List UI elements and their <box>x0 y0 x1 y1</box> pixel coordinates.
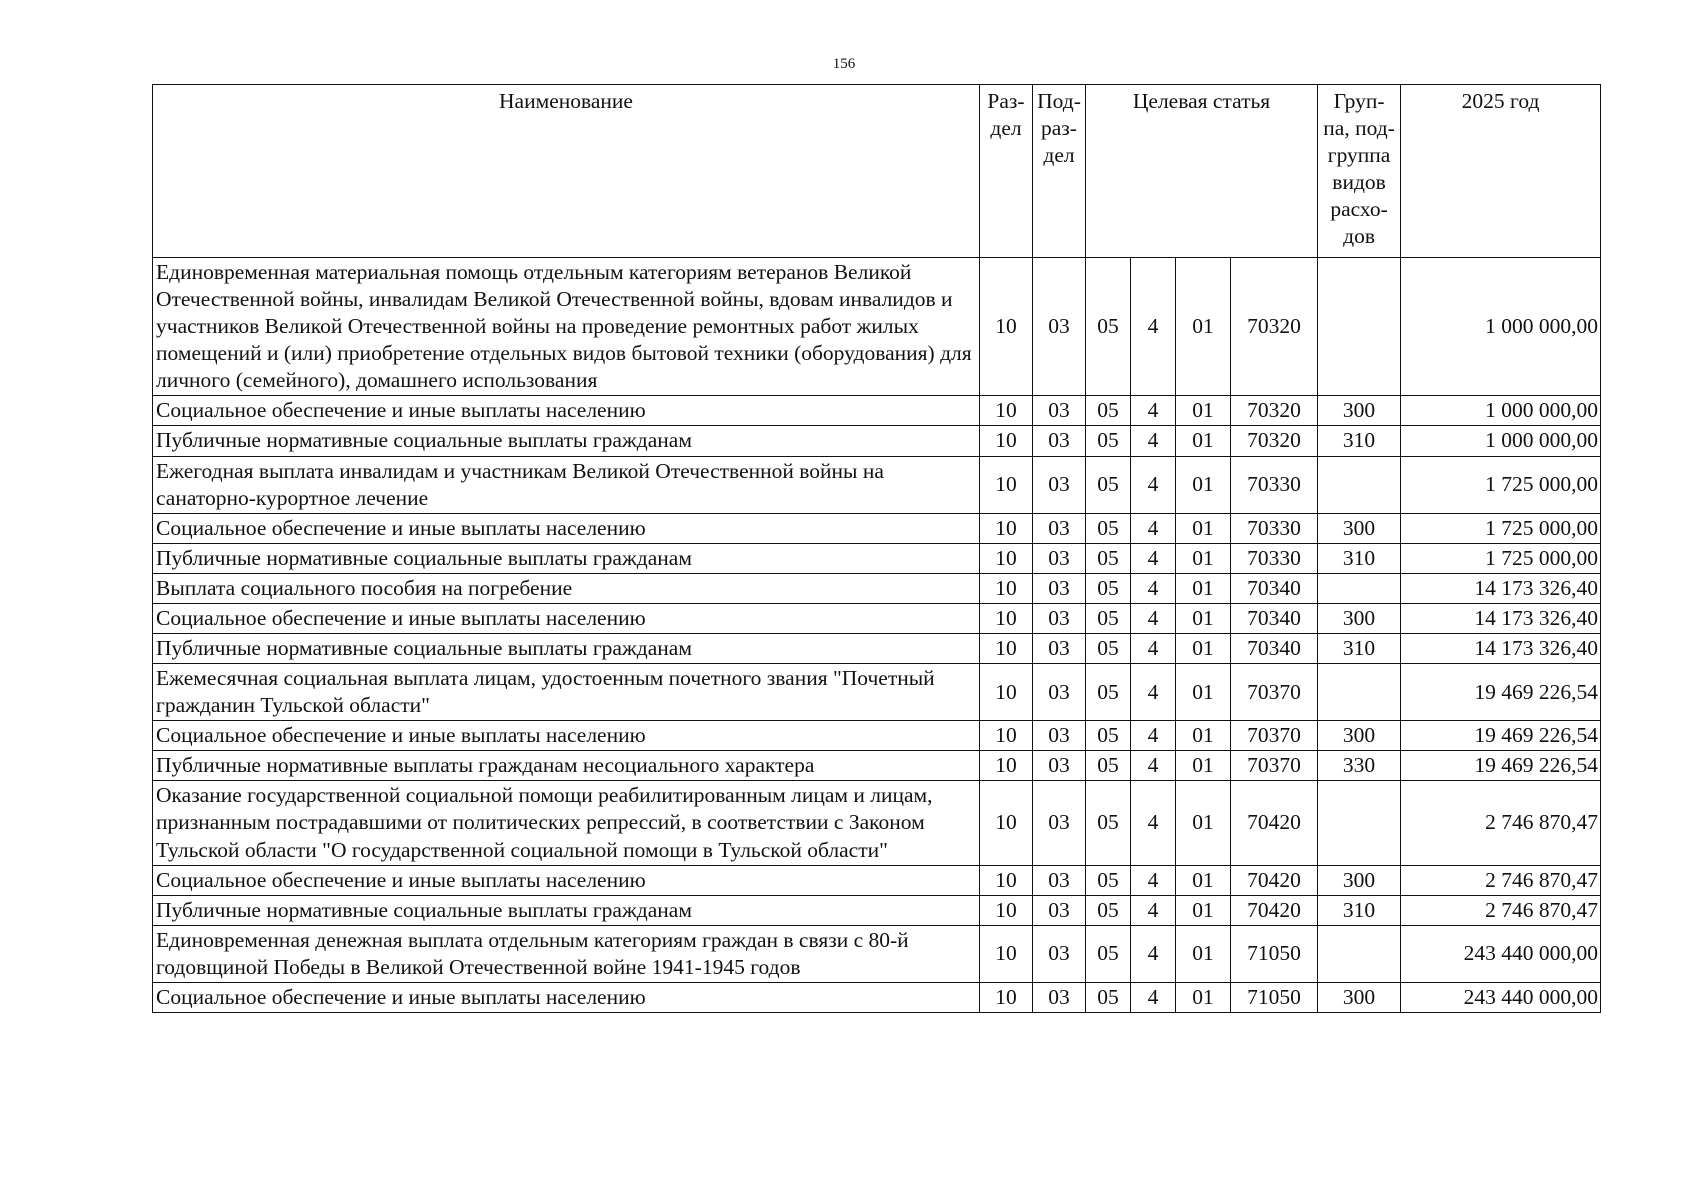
amount-cell: 243 440 000,00 <box>1401 925 1601 982</box>
expense-group-cell <box>1318 573 1401 603</box>
target-article-type-cell: 4 <box>1131 426 1176 456</box>
amount-cell: 19 469 226,54 <box>1401 664 1601 721</box>
name-cell: Социальное обеспечение и иные выплаты населению <box>153 865 980 895</box>
target-article-subprogram-cell: 01 <box>1176 751 1231 781</box>
expense-group-cell: 310 <box>1318 426 1401 456</box>
section-cell: 10 <box>980 721 1033 751</box>
table-row <box>153 258 1601 396</box>
target-article-subprogram-cell: 01 <box>1176 543 1231 573</box>
amount-cell: 1 725 000,00 <box>1401 513 1601 543</box>
target-article-program-cell: 05 <box>1086 258 1131 396</box>
target-article-direction-cell: 70330 <box>1231 456 1318 513</box>
target-article-type-cell: 4 <box>1131 396 1176 426</box>
name-cell: Публичные нормативные социальные выплаты гражданам <box>153 426 980 456</box>
target-article-subprogram-cell: 01 <box>1176 925 1231 982</box>
target-article-direction-cell: 70320 <box>1231 426 1318 456</box>
target-article-subprogram-cell: 01 <box>1176 603 1231 633</box>
target-article-subprogram-cell: 01 <box>1176 781 1231 865</box>
amount-cell: 14 173 326,40 <box>1401 603 1601 633</box>
table-row <box>153 781 1601 865</box>
subsection-cell: 03 <box>1033 982 1086 1012</box>
name-cell: Выплата социального пособия на погребение <box>153 573 980 603</box>
target-article-direction-cell: 71050 <box>1231 925 1318 982</box>
target-article-program-cell: 05 <box>1086 781 1131 865</box>
target-article-program-cell: 05 <box>1086 925 1131 982</box>
section-cell: 10 <box>980 925 1033 982</box>
name-cell: Оказание государственной социальной помощи реабилитированным лицам и лицам, признанным пострадавшими от политических репрессий, в соответствии с Законом Тульской области "О государственной социальной помощи в Тульской области" <box>153 781 980 865</box>
subsection-cell: 03 <box>1033 634 1086 664</box>
subsection-cell: 03 <box>1033 543 1086 573</box>
table-row <box>153 982 1601 1012</box>
table-row <box>153 513 1601 543</box>
target-article-subprogram-cell: 01 <box>1176 664 1231 721</box>
name-cell: Единовременная денежная выплата отдельным категориям граждан в связи с 80-й годовщиной Победы в Великой Отечественной войне 1941-1945 годов <box>153 925 980 982</box>
name-cell: Публичные нормативные социальные выплаты гражданам <box>153 895 980 925</box>
target-article-subprogram-cell: 01 <box>1176 573 1231 603</box>
expense-group-cell: 310 <box>1318 895 1401 925</box>
target-article-direction-cell: 70340 <box>1231 634 1318 664</box>
amount-cell: 1 000 000,00 <box>1401 396 1601 426</box>
target-article-subprogram-cell: 01 <box>1176 396 1231 426</box>
section-cell: 10 <box>980 895 1033 925</box>
target-article-type-cell: 4 <box>1131 751 1176 781</box>
header-target-article: Целевая статья <box>1086 85 1318 258</box>
subsection-cell: 03 <box>1033 925 1086 982</box>
target-article-program-cell: 05 <box>1086 982 1131 1012</box>
target-article-direction-cell: 70320 <box>1231 396 1318 426</box>
header-subsection: Под-раз-дел <box>1033 85 1086 258</box>
subsection-cell: 03 <box>1033 721 1086 751</box>
subsection-cell: 03 <box>1033 258 1086 396</box>
section-cell: 10 <box>980 573 1033 603</box>
target-article-type-cell: 4 <box>1131 982 1176 1012</box>
expense-group-cell <box>1318 664 1401 721</box>
section-cell: 10 <box>980 982 1033 1012</box>
section-cell: 10 <box>980 751 1033 781</box>
expense-group-cell <box>1318 258 1401 396</box>
table-row <box>153 456 1601 513</box>
subsection-cell: 03 <box>1033 895 1086 925</box>
target-article-subprogram-cell: 01 <box>1176 982 1231 1012</box>
table-row <box>153 925 1601 982</box>
section-cell: 10 <box>980 456 1033 513</box>
amount-cell: 19 469 226,54 <box>1401 751 1601 781</box>
target-article-type-cell: 4 <box>1131 258 1176 396</box>
amount-cell: 243 440 000,00 <box>1401 982 1601 1012</box>
target-article-direction-cell: 70420 <box>1231 781 1318 865</box>
expense-group-cell: 310 <box>1318 543 1401 573</box>
target-article-type-cell: 4 <box>1131 895 1176 925</box>
expense-group-cell: 300 <box>1318 603 1401 633</box>
target-article-program-cell: 05 <box>1086 721 1131 751</box>
expense-group-cell: 300 <box>1318 396 1401 426</box>
subsection-cell: 03 <box>1033 426 1086 456</box>
section-cell: 10 <box>980 634 1033 664</box>
expense-group-cell: 300 <box>1318 721 1401 751</box>
table-row <box>153 603 1601 633</box>
expense-group-cell: 300 <box>1318 982 1401 1012</box>
target-article-program-cell: 05 <box>1086 456 1131 513</box>
target-article-type-cell: 4 <box>1131 573 1176 603</box>
table-row <box>153 396 1601 426</box>
target-article-subprogram-cell: 01 <box>1176 456 1231 513</box>
target-article-type-cell: 4 <box>1131 634 1176 664</box>
target-article-program-cell: 05 <box>1086 751 1131 781</box>
target-article-type-cell: 4 <box>1131 513 1176 543</box>
table-row <box>153 426 1601 456</box>
subsection-cell: 03 <box>1033 396 1086 426</box>
target-article-program-cell: 05 <box>1086 426 1131 456</box>
expense-group-cell <box>1318 456 1401 513</box>
table-header <box>153 85 1601 258</box>
target-article-direction-cell: 70340 <box>1231 603 1318 633</box>
target-article-subprogram-cell: 01 <box>1176 895 1231 925</box>
section-cell: 10 <box>980 865 1033 895</box>
header-section: Раз-дел <box>980 85 1033 258</box>
target-article-direction-cell: 70320 <box>1231 258 1318 396</box>
name-cell: Публичные нормативные социальные выплаты гражданам <box>153 634 980 664</box>
amount-cell: 2 746 870,47 <box>1401 895 1601 925</box>
expense-group-cell: 330 <box>1318 751 1401 781</box>
target-article-subprogram-cell: 01 <box>1176 865 1231 895</box>
target-article-type-cell: 4 <box>1131 865 1176 895</box>
section-cell: 10 <box>980 603 1033 633</box>
subsection-cell: 03 <box>1033 664 1086 721</box>
target-article-program-cell: 05 <box>1086 396 1131 426</box>
target-article-direction-cell: 70370 <box>1231 721 1318 751</box>
target-article-program-cell: 05 <box>1086 543 1131 573</box>
table-row <box>153 751 1601 781</box>
amount-cell: 1 000 000,00 <box>1401 258 1601 396</box>
amount-cell: 1 725 000,00 <box>1401 456 1601 513</box>
target-article-direction-cell: 70420 <box>1231 865 1318 895</box>
name-cell: Публичные нормативные социальные выплаты гражданам <box>153 543 980 573</box>
target-article-direction-cell: 70420 <box>1231 895 1318 925</box>
table-row <box>153 634 1601 664</box>
target-article-subprogram-cell: 01 <box>1176 634 1231 664</box>
subsection-cell: 03 <box>1033 751 1086 781</box>
name-cell: Социальное обеспечение и иные выплаты населению <box>153 721 980 751</box>
target-article-program-cell: 05 <box>1086 634 1131 664</box>
expense-group-cell <box>1318 925 1401 982</box>
table-row <box>153 573 1601 603</box>
subsection-cell: 03 <box>1033 603 1086 633</box>
target-article-direction-cell: 70370 <box>1231 751 1318 781</box>
target-article-program-cell: 05 <box>1086 513 1131 543</box>
name-cell: Социальное обеспечение и иные выплаты населению <box>153 982 980 1012</box>
header-expense-group: Груп-па, под-группа видов расхо-дов <box>1318 85 1401 258</box>
header-name: Наименование <box>153 85 980 258</box>
target-article-subprogram-cell: 01 <box>1176 426 1231 456</box>
name-cell: Ежемесячная социальная выплата лицам, удостоенным почетного звания "Почетный гражданин Тульской области" <box>153 664 980 721</box>
table-row <box>153 895 1601 925</box>
expense-group-cell <box>1318 781 1401 865</box>
amount-cell: 1 000 000,00 <box>1401 426 1601 456</box>
target-article-program-cell: 05 <box>1086 895 1131 925</box>
target-article-direction-cell: 70330 <box>1231 543 1318 573</box>
subsection-cell: 03 <box>1033 781 1086 865</box>
expense-group-cell: 300 <box>1318 513 1401 543</box>
section-cell: 10 <box>980 781 1033 865</box>
amount-cell: 14 173 326,40 <box>1401 573 1601 603</box>
target-article-direction-cell: 70370 <box>1231 664 1318 721</box>
name-cell: Единовременная материальная помощь отдельным категориям ветеранов Великой Отечественной войны, инвалидам Великой Отечественной войны, вдовам инвалидов и участников Великой Отечественной войны на проведение ремонтных работ жилых помещений и (или) приобретение отдельных видов бытовой техники (оборудования) для личного (семейного), домашнего использования <box>153 258 980 396</box>
amount-cell: 2 746 870,47 <box>1401 865 1601 895</box>
name-cell: Публичные нормативные выплаты гражданам несоциального характера <box>153 751 980 781</box>
name-cell: Социальное обеспечение и иные выплаты населению <box>153 603 980 633</box>
target-article-direction-cell: 70330 <box>1231 513 1318 543</box>
target-article-program-cell: 05 <box>1086 664 1131 721</box>
table-body <box>153 258 1601 1013</box>
subsection-cell: 03 <box>1033 513 1086 543</box>
target-article-program-cell: 05 <box>1086 573 1131 603</box>
page-number: 156 <box>832 56 856 72</box>
name-cell: Ежегодная выплата инвалидам и участникам Великой Отечественной войны на санаторно-курортное лечение <box>153 456 980 513</box>
target-article-direction-cell: 71050 <box>1231 982 1318 1012</box>
table-row <box>153 664 1601 721</box>
section-cell: 10 <box>980 258 1033 396</box>
name-cell: Социальное обеспечение и иные выплаты населению <box>153 396 980 426</box>
section-cell: 10 <box>980 543 1033 573</box>
section-cell: 10 <box>980 396 1033 426</box>
section-cell: 10 <box>980 664 1033 721</box>
target-article-type-cell: 4 <box>1131 603 1176 633</box>
expense-group-cell: 300 <box>1318 865 1401 895</box>
amount-cell: 1 725 000,00 <box>1401 543 1601 573</box>
amount-cell: 19 469 226,54 <box>1401 721 1601 751</box>
section-cell: 10 <box>980 426 1033 456</box>
target-article-direction-cell: 70340 <box>1231 573 1318 603</box>
subsection-cell: 03 <box>1033 865 1086 895</box>
target-article-type-cell: 4 <box>1131 456 1176 513</box>
budget-table <box>152 84 1601 1013</box>
subsection-cell: 03 <box>1033 456 1086 513</box>
target-article-type-cell: 4 <box>1131 781 1176 865</box>
target-article-subprogram-cell: 01 <box>1176 258 1231 396</box>
target-article-program-cell: 05 <box>1086 603 1131 633</box>
target-article-subprogram-cell: 01 <box>1176 513 1231 543</box>
subsection-cell: 03 <box>1033 573 1086 603</box>
amount-cell: 14 173 326,40 <box>1401 634 1601 664</box>
target-article-type-cell: 4 <box>1131 543 1176 573</box>
amount-cell: 2 746 870,47 <box>1401 781 1601 865</box>
target-article-subprogram-cell: 01 <box>1176 721 1231 751</box>
table-row <box>153 865 1601 895</box>
target-article-program-cell: 05 <box>1086 865 1131 895</box>
header-year: 2025 год <box>1401 85 1601 258</box>
expense-group-cell: 310 <box>1318 634 1401 664</box>
target-article-type-cell: 4 <box>1131 721 1176 751</box>
target-article-type-cell: 4 <box>1131 664 1176 721</box>
section-cell: 10 <box>980 513 1033 543</box>
name-cell: Социальное обеспечение и иные выплаты населению <box>153 513 980 543</box>
table-row <box>153 721 1601 751</box>
target-article-type-cell: 4 <box>1131 925 1176 982</box>
table-row <box>153 543 1601 573</box>
